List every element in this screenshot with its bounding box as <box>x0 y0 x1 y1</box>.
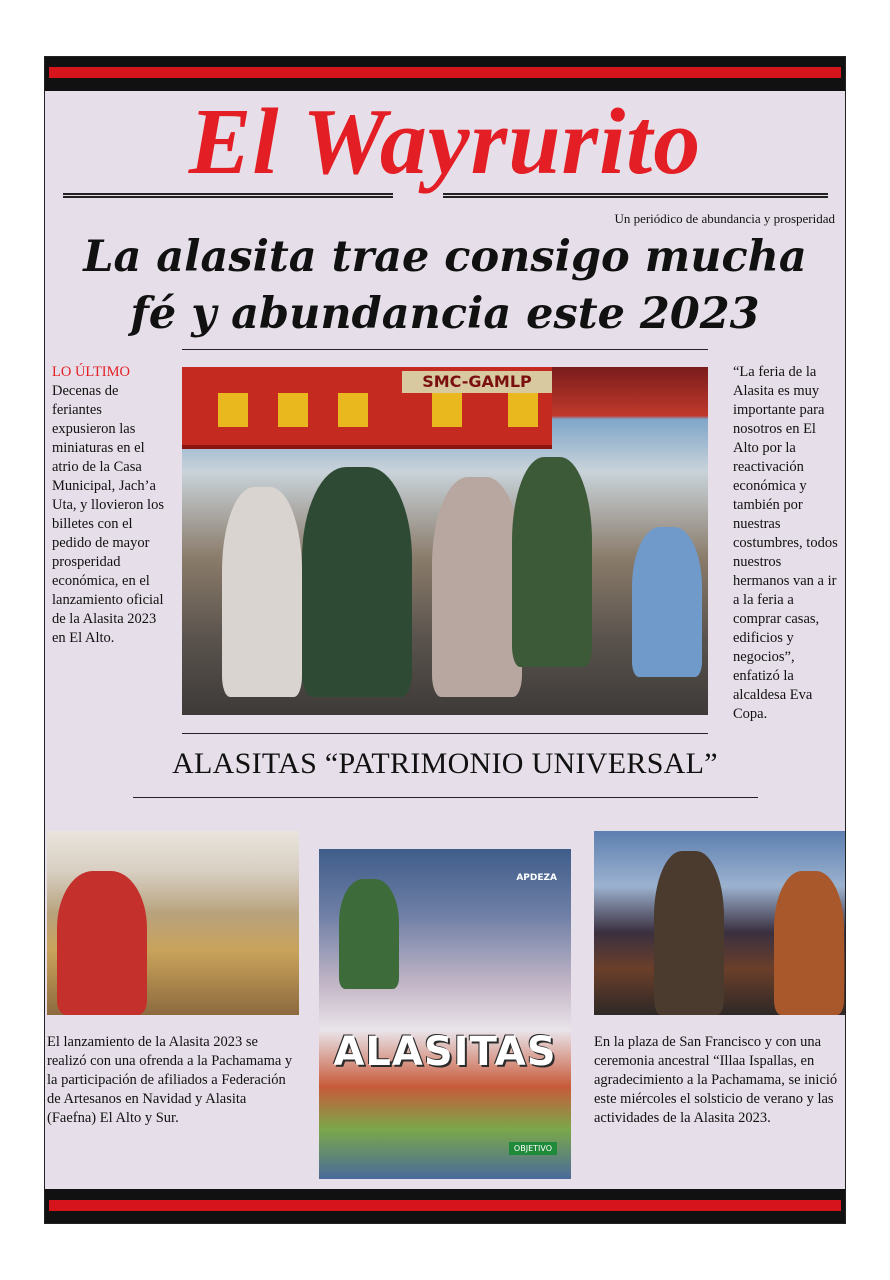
section-rule-bottom <box>133 797 758 798</box>
headline-line-2: fé y abundancia este 2023 <box>130 289 760 339</box>
masthead-title: El Wayrurito <box>188 90 702 194</box>
section-rule-top <box>182 733 708 734</box>
headline-line-1: La alasita trae consigo mucha <box>83 232 807 282</box>
newspaper-page <box>44 56 846 1224</box>
alasitas-poster <box>319 849 571 1179</box>
main-photo <box>182 367 708 715</box>
masthead-rule-right <box>443 193 828 198</box>
masthead-rule-left <box>63 193 393 198</box>
poster-title: ALASITAS <box>333 1029 557 1075</box>
top-border-bar <box>45 57 845 91</box>
photo-sign: SMC-GAMLP <box>402 371 552 393</box>
tagline: Un periódico de abundancia y prosperidad <box>614 211 835 226</box>
caption-left: El lanzamiento de la Alasita 2023 se realizó con una ofrenda a la Pachamama y la participación de afiliados a Federación de Artesanos en Navidad y Alasita (Faefna) El Alto y Sur. <box>47 1034 293 1126</box>
section-title: ALASITAS “PATRIMONIO UNIVERSAL” <box>172 747 718 780</box>
headline-rule <box>182 349 708 350</box>
left-column-text: Decenas de feriantes expusieron las miniaturas en el atrio de la Casa Municipal, Jach’a Uta, y llovieron los billetes con el pedido de mayor prosperidad económica, en el lanzamiento oficial de la Alasita 2023 en El Alto. <box>52 383 164 646</box>
ceremony-photo <box>594 831 846 1015</box>
right-column: “La feria de la Alasita es muy importante para nosotros en El Alto por la reactivación económica y también por nuestras costumbres, todos nuestros hermanos van a ir a la feria a comprar casas, edificios y negocios”, enfatizó la alcaldesa Eva Copa. <box>733 364 838 722</box>
caption-right: En la plaza de San Francisco y con una ceremonia ancestral “Illaa Ispallas, en agradecimiento a la Pachamama, se inició este miércoles el solsticio de verano y las actividades de la Alasita 2023. <box>594 1034 838 1126</box>
left-column <box>52 363 164 648</box>
bottom-border-bar <box>45 1189 845 1223</box>
headline <box>45 229 845 343</box>
market-stall-photo <box>47 831 299 1015</box>
objetivo-badge: OBJETIVO <box>509 1142 557 1155</box>
apdeza-logo: APDEZA <box>516 873 557 883</box>
left-column-kicker: LO ÚLTIMO <box>52 364 131 380</box>
